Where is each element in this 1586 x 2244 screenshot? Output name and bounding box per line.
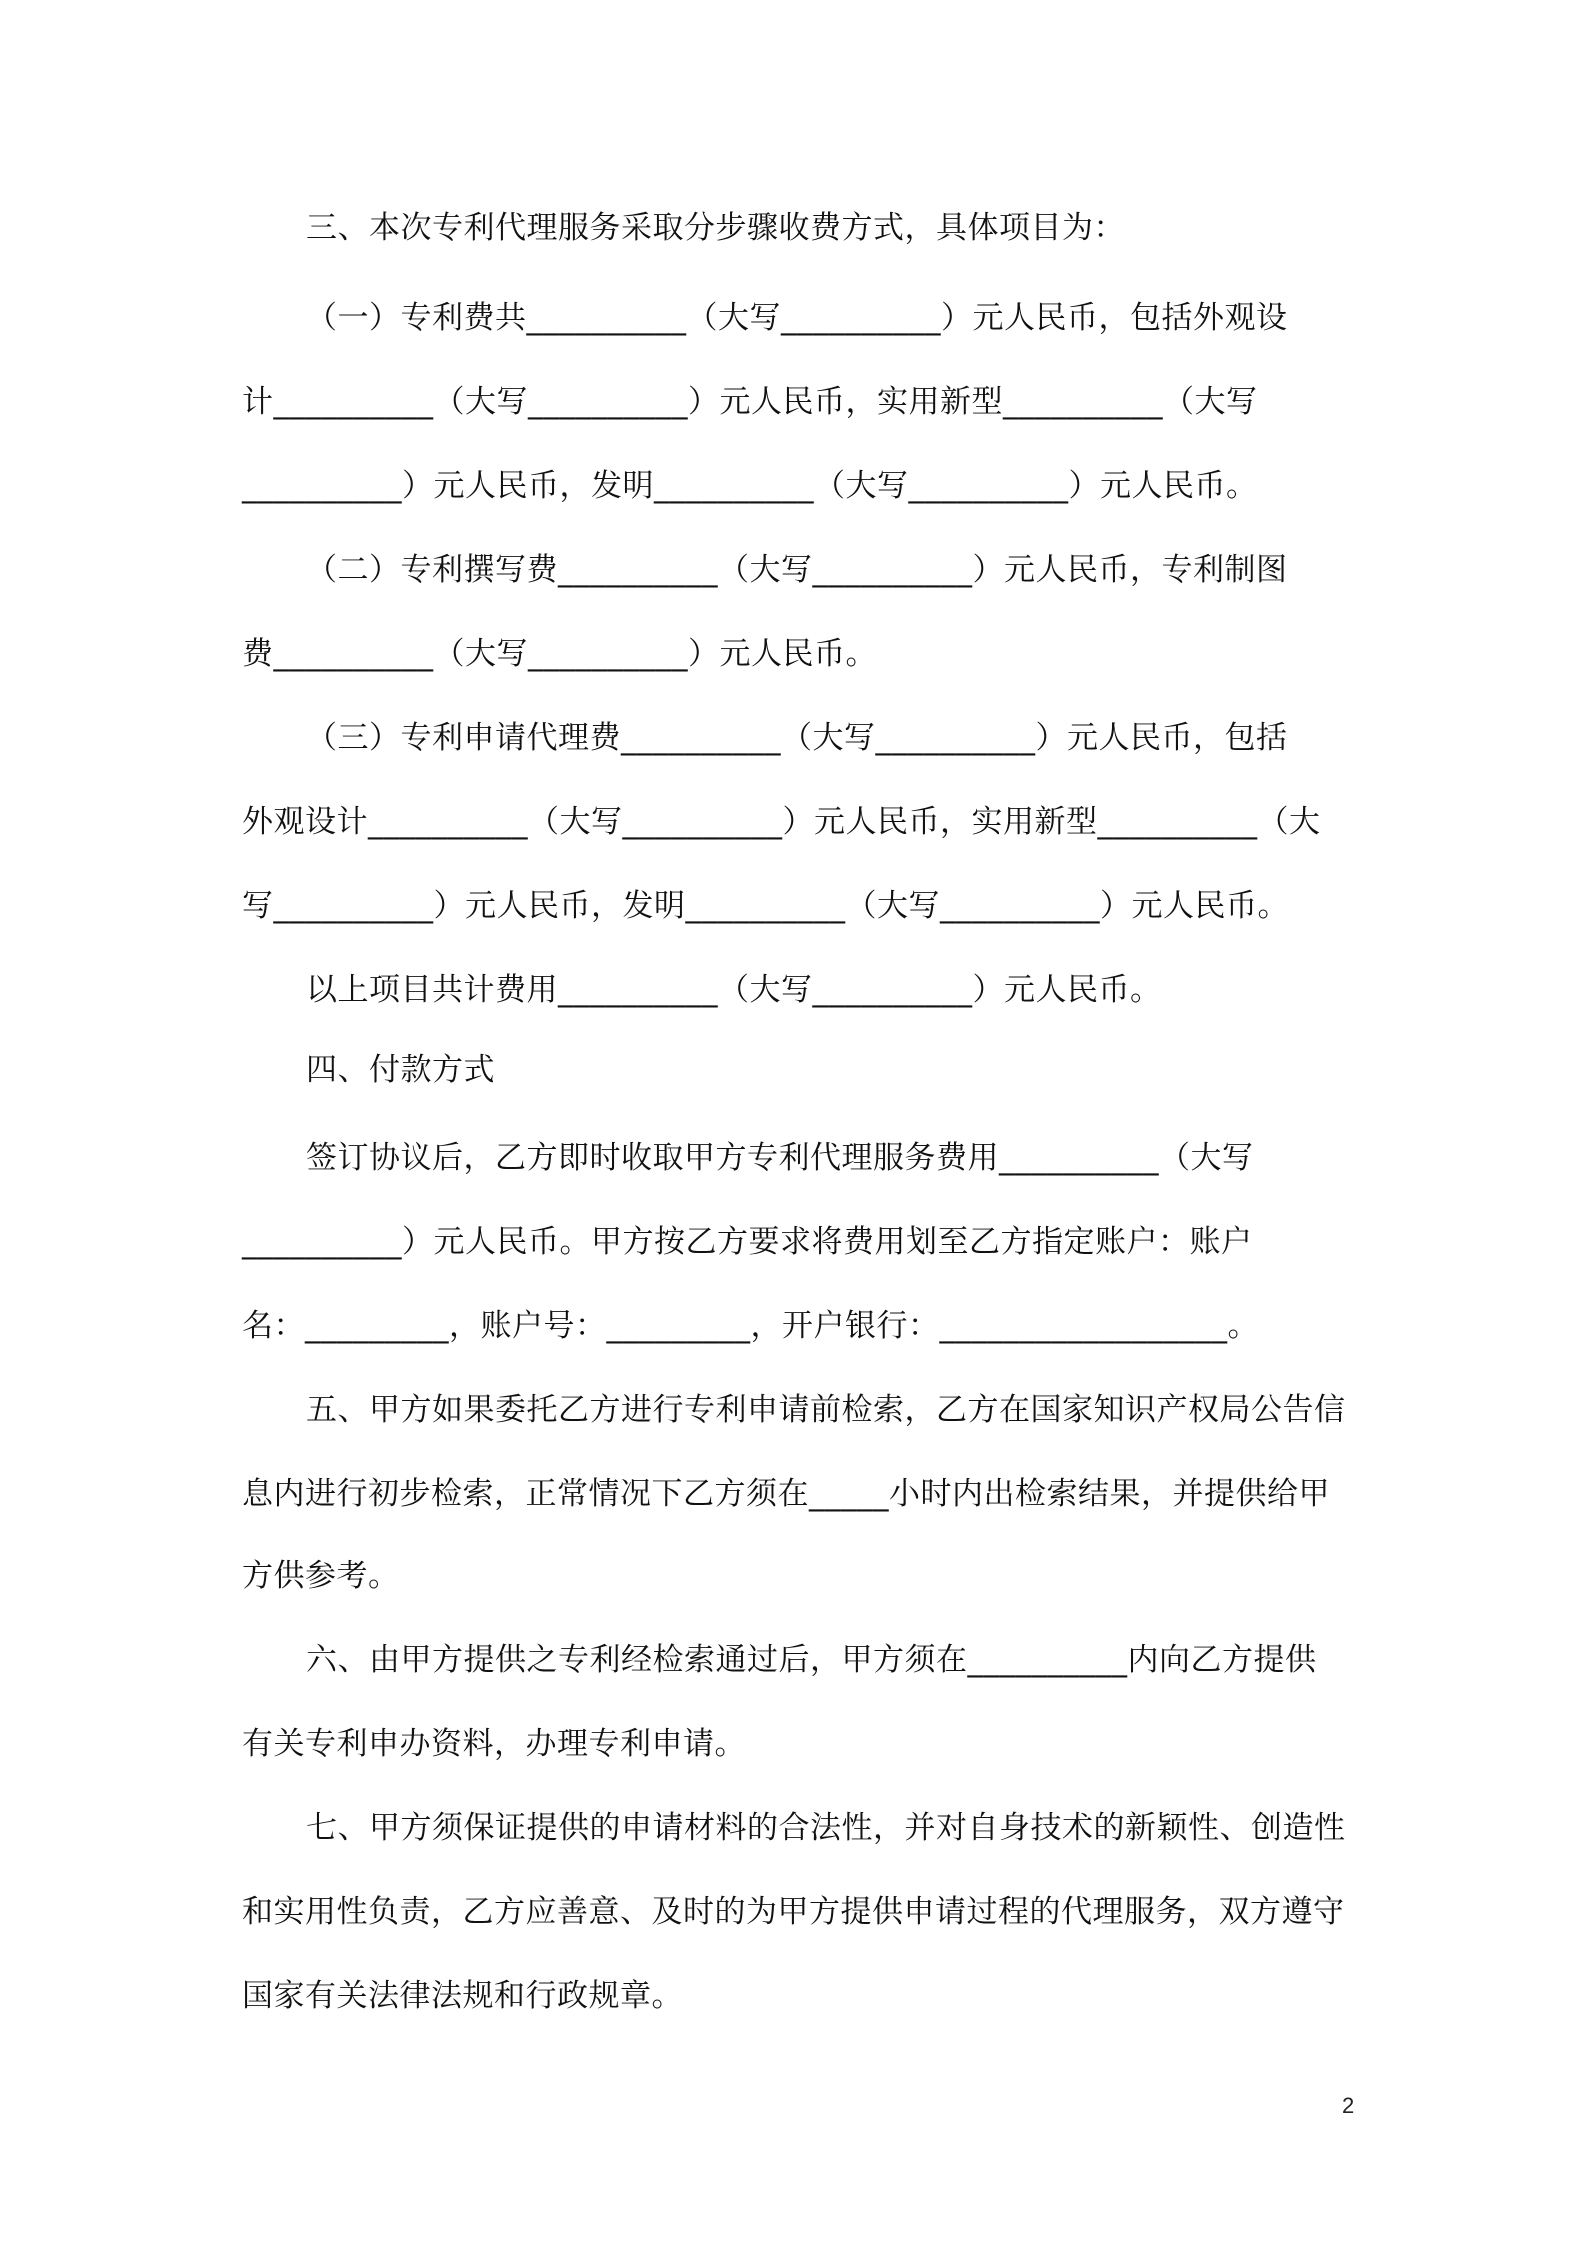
page-number: 2 xyxy=(1342,2093,1355,2118)
clause-6-line-2: 有关专利申办资料，办理专利申请。 xyxy=(242,1726,746,1762)
clause-3-item-3-line-3: 写__________）元人民币，发明__________（大写__________）元人民币。 xyxy=(242,888,1289,924)
clause-5-line-2: 息内进行初步检索，正常情况下乙方须在_____小时内出检索结果，并提供给甲 xyxy=(242,1476,1330,1512)
clause-4-line-1: 签订协议后，乙方即时收取甲方专利代理服务费用__________（大写 xyxy=(306,1140,1254,1176)
clause-3-item-1-line-1: （一）专利费共__________（大写__________）元人民币，包括外观设 xyxy=(306,300,1288,336)
clause-4-heading: 四、付款方式 xyxy=(306,1052,495,1088)
clause-3-item-3-line-2: 外观设计__________（大写__________）元人民币，实用新型__________（大 xyxy=(242,804,1321,840)
clause-4-line-2: __________）元人民币。甲方按乙方要求将费用划至乙方指定账户：账户 xyxy=(242,1224,1253,1260)
clause-3-item-3-line-1: （三）专利申请代理费__________（大写__________）元人民币，包括 xyxy=(306,720,1288,756)
clause-3-heading: 三、本次专利代理服务采取分步骤收费方式，具体项目为： xyxy=(306,210,1125,246)
clause-3-total: 以上项目共计费用__________（大写__________）元人民币。 xyxy=(306,972,1162,1008)
clause-6-line-1: 六、由甲方提供之专利经检索通过后，甲方须在__________内向乙方提供 xyxy=(306,1642,1317,1678)
clause-7-line-1: 七、甲方须保证提供的申请材料的合法性，并对自身技术的新颖性、创造性 xyxy=(306,1810,1346,1846)
clause-3-item-1-line-2: 计__________（大写__________）元人民币，实用新型__________（大写 xyxy=(242,384,1258,420)
clause-3-item-2-line-2: 费__________（大写__________）元人民币。 xyxy=(242,636,877,672)
clause-7-line-2: 和实用性负责，乙方应善意、及时的为甲方提供申请过程的代理服务，双方遵守 xyxy=(242,1894,1345,1930)
clause-5-line-1: 五、甲方如果委托乙方进行专利申请前检索，乙方在国家知识产权局公告信 xyxy=(306,1392,1346,1428)
clause-4-line-3: 名：_________，账户号：_________，开户银行：__________________。 xyxy=(242,1308,1259,1344)
clause-3-item-1-line-3: __________）元人民币，发明__________（大写__________）元人民币。 xyxy=(242,468,1258,504)
clause-3-item-2-line-1: （二）专利撰写费__________（大写__________）元人民币，专利制图 xyxy=(306,552,1288,588)
clause-7-line-3: 国家有关法律法规和行政规章。 xyxy=(242,1978,683,2014)
clause-5-line-3: 方供参考。 xyxy=(242,1558,400,1594)
